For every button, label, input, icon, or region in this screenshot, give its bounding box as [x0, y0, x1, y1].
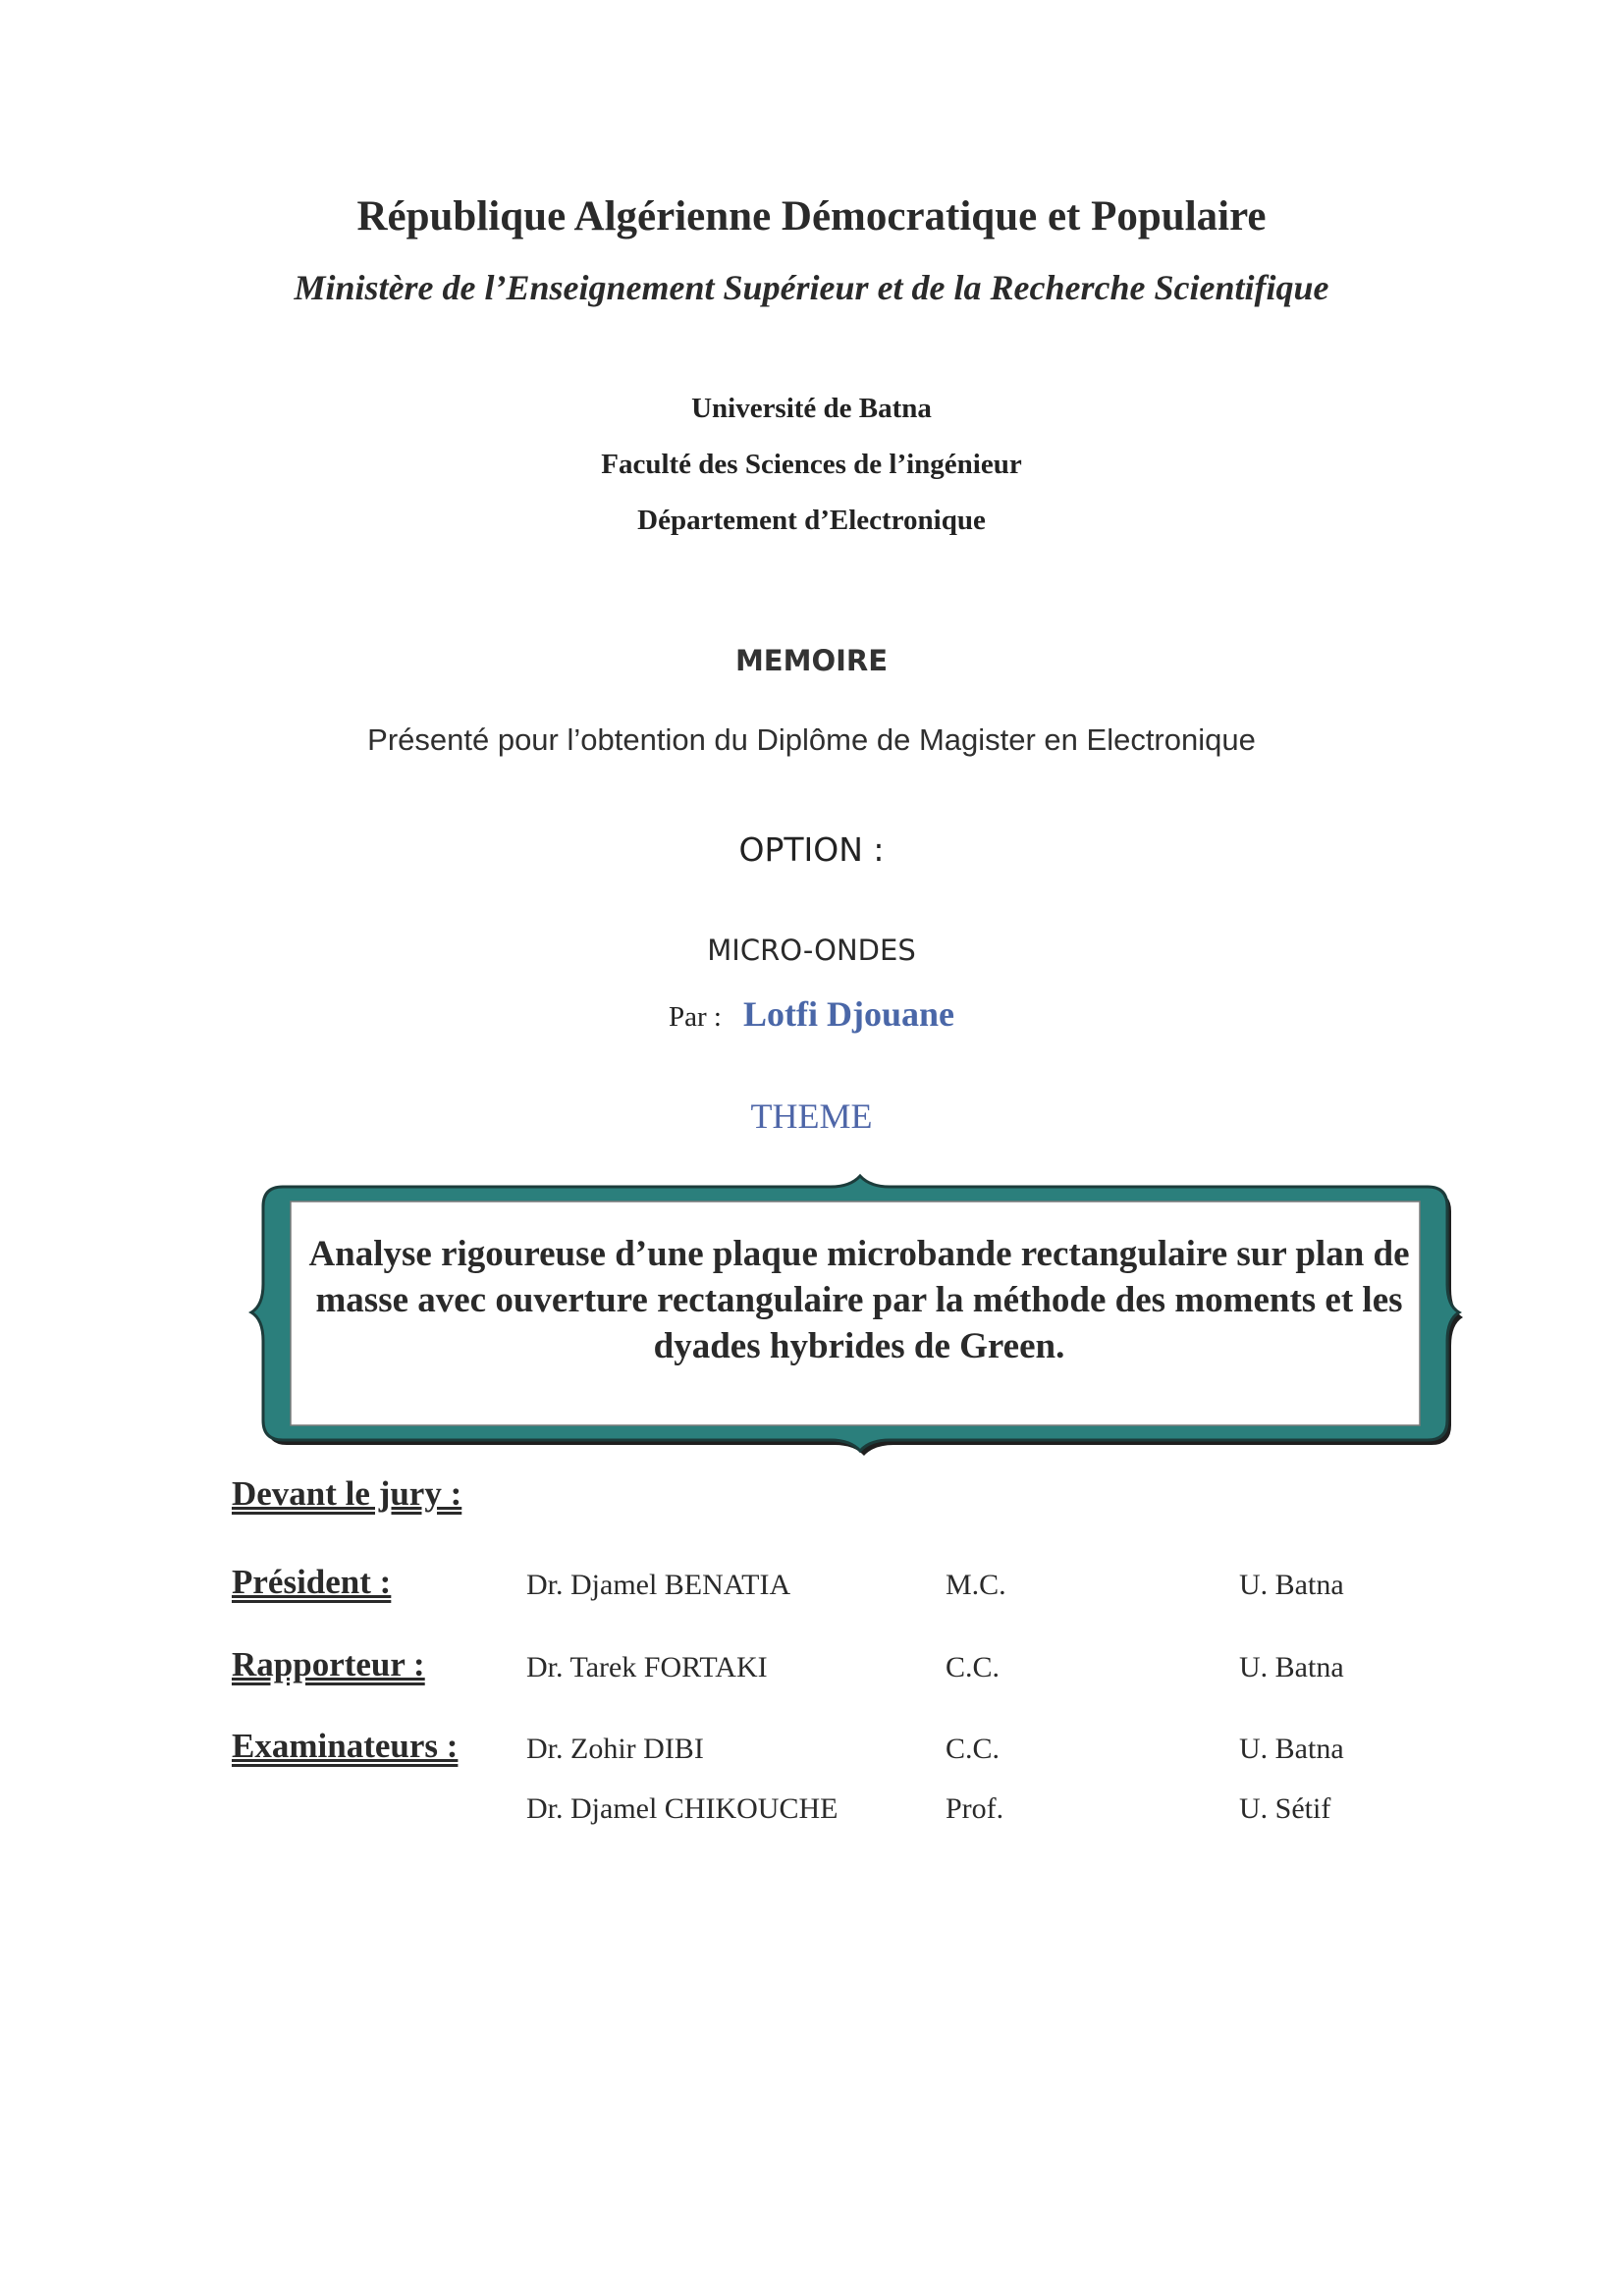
faculty-name: Faculté des Sciences de l’ingénieur [601, 449, 1022, 480]
jury-member-grade: C.C. [946, 1733, 1001, 1765]
jury-member-name: Dr. Zohir DIBI [526, 1733, 704, 1765]
jury-member-grade: C.C. [946, 1651, 1001, 1683]
presented-for-text: Présenté pour l’obtention du Diplôme de Magister en Electronique [367, 722, 1256, 757]
jury-member-university: U. Batna [1239, 1569, 1344, 1601]
jury-member-university: U. Batna [1239, 1651, 1344, 1683]
theme-title: Analyse rigoureuse d’une plaque microbande rectangulaire sur plan de masse avec ouverture rectangulaire par la méthode des moments et les dyades hybrides de Green. [308, 1234, 1410, 1366]
theme-label: THEME [750, 1096, 873, 1136]
jury-member-grade: M.C. [946, 1569, 1006, 1601]
jury-member-university: U. Sétif [1239, 1792, 1331, 1825]
ministry-heading: Ministère de l’Enseignement Supérieur et de la Recherche Scientifique [294, 268, 1329, 307]
jury-title: Devant le jury : [232, 1474, 462, 1513]
jury-role-rapporteur: Rapporteur : [232, 1645, 425, 1683]
university-name: Université de Batna [691, 393, 932, 424]
option-label: OPTION : [738, 830, 885, 869]
par-label: Par : [669, 1001, 722, 1033]
author-name: Lotfi Djouane [742, 994, 954, 1034]
document-type: MEMOIRE [734, 644, 889, 677]
option-value: MICRO-ONDES [707, 934, 916, 967]
jury-member-name: Dr. Djamel BENATIA [526, 1569, 791, 1601]
jury-role-president: Président : [232, 1563, 392, 1601]
jury-role-examinateurs: Examinateurs : [232, 1727, 459, 1765]
jury-member-university: U. Batna [1239, 1733, 1344, 1765]
jury-member-name: Dr. Tarek FORTAKI [526, 1651, 768, 1683]
jury-member-grade: Prof. [946, 1792, 1004, 1825]
jury-member-name: Dr. Djamel CHIKOUCHE [526, 1792, 839, 1825]
department-name: Département d’Electronique [637, 505, 986, 536]
republic-heading: République Algérienne Démocratique et Populaire [356, 193, 1267, 240]
